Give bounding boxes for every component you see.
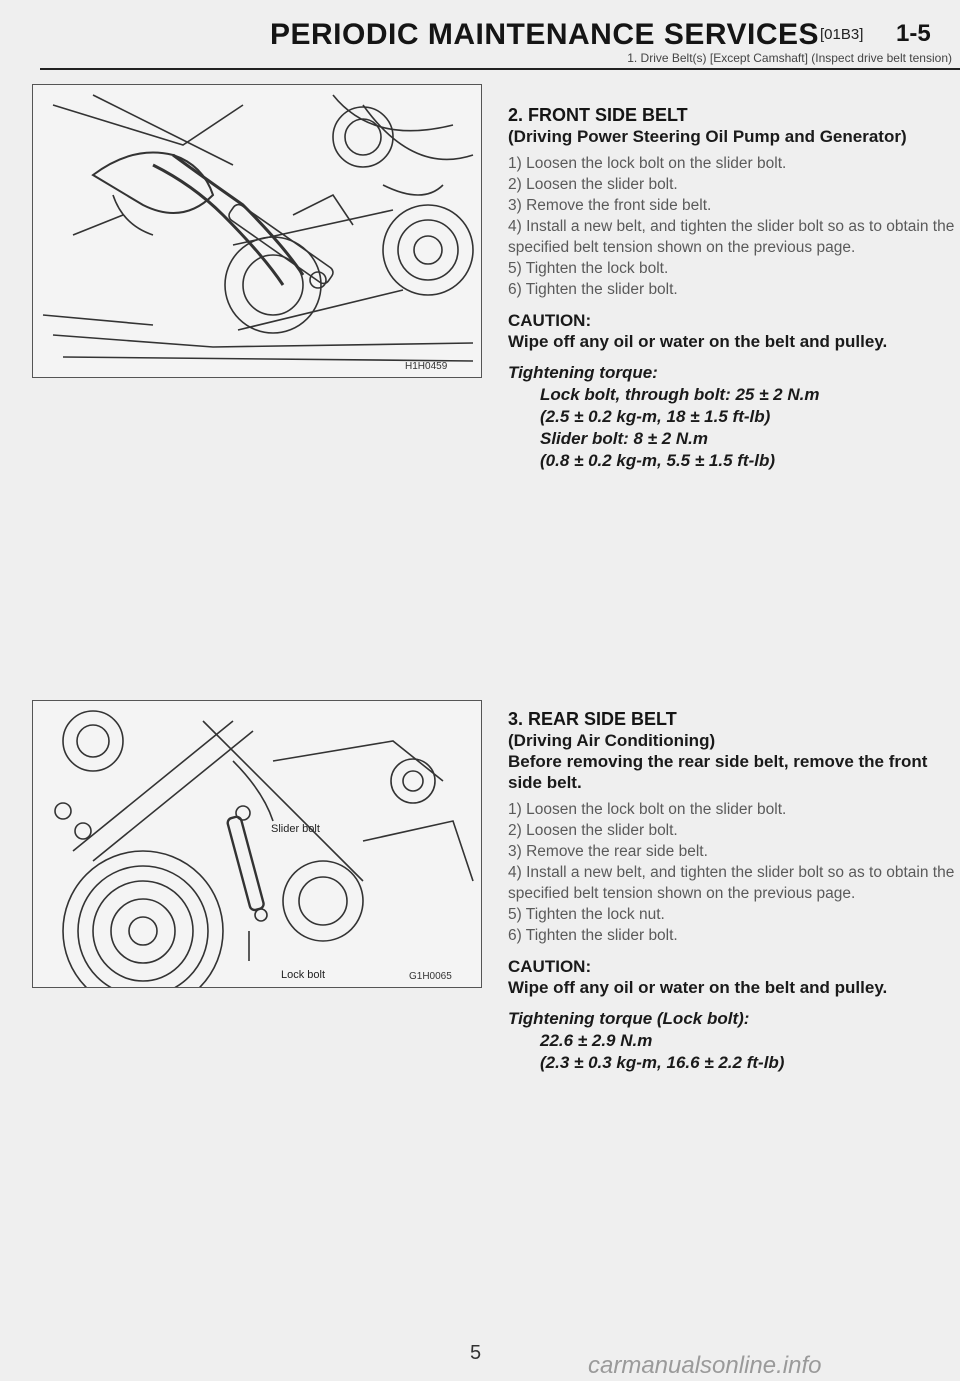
- section-front-side-belt: [508, 104, 956, 472]
- step-item: 6) Tighten the slider bolt.: [508, 927, 678, 944]
- step-item: 4) Install a new belt, and tighten the slider bolt so as to obtain the specified belt tension shown on the previous page.: [508, 218, 955, 256]
- rear-belt-illustration: [33, 701, 481, 987]
- header-rule: [40, 68, 960, 70]
- figure-front-belt: [32, 84, 482, 378]
- step-item: 6) Tighten the slider bolt.: [508, 281, 678, 298]
- section-note: Before removing the rear side belt, remove the front side belt.: [508, 752, 928, 792]
- torque-line: Lock bolt, through bolt: 25 ± 2 N.m: [540, 385, 820, 404]
- section-title: 3. REAR SIDE BELT: [508, 709, 677, 729]
- step-item: 3) Remove the front side belt.: [508, 197, 712, 214]
- torque-line: (2.5 ± 0.2 kg-m, 18 ± 1.5 ft-lb): [540, 407, 771, 426]
- step-item: 3) Remove the rear side belt.: [508, 843, 708, 860]
- step-item: 2) Loosen the slider bolt.: [508, 822, 678, 839]
- caution-text: Wipe off any oil or water on the belt and pulley.: [508, 978, 888, 997]
- page-header: [0, 0, 960, 80]
- section-title: 2. FRONT SIDE BELT: [508, 105, 688, 125]
- torque-line: (0.8 ± 0.2 kg-m, 5.5 ± 1.5 ft-lb): [540, 451, 776, 470]
- label-slider-bolt: Slider bolt: [271, 823, 320, 835]
- torque-line: 22.6 ± 2.9 N.m: [540, 1031, 653, 1050]
- step-item: 2) Loosen the slider bolt.: [508, 176, 678, 193]
- caution-text: Wipe off any oil or water on the belt and pulley.: [508, 332, 888, 351]
- section-rear-side-belt: [508, 708, 956, 1074]
- figure-code: G1H0065: [409, 971, 452, 982]
- section-subtitle: (Driving Air Conditioning): [508, 731, 716, 750]
- label-lock-bolt: Lock bolt: [281, 969, 326, 981]
- step-item: 5) Tighten the lock nut.: [508, 906, 665, 923]
- front-belt-illustration: [33, 85, 481, 377]
- step-item: 1) Loosen the lock bolt on the slider bolt.: [508, 155, 787, 172]
- torque-heading: Tightening torque:: [508, 363, 658, 382]
- step-item: 4) Install a new belt, and tighten the slider bolt so as to obtain the specified belt tension shown on the previous page.: [508, 864, 955, 902]
- step-item: 1) Loosen the lock bolt on the slider bolt.: [508, 801, 787, 818]
- figure-code: H1H0459: [405, 361, 448, 372]
- caution-heading: CAUTION:: [508, 957, 592, 976]
- step-list: [508, 799, 956, 946]
- watermark: carmanualsonline.info: [588, 1352, 822, 1379]
- caution-heading: CAUTION:: [508, 311, 592, 330]
- torque-heading: Tightening torque (Lock bolt):: [508, 1009, 750, 1028]
- section-subtitle: (Driving Power Steering Oil Pump and Generator): [508, 127, 907, 146]
- header-subtitle: 1. Drive Belt(s) [Except Camshaft] (Inspect drive belt tension): [627, 51, 952, 65]
- step-item: 5) Tighten the lock bolt.: [508, 260, 669, 277]
- figure-rear-belt: [32, 700, 482, 988]
- header-title: PERIODIC MAINTENANCE SERVICES: [270, 18, 820, 51]
- header-code: [01B3]: [820, 26, 864, 43]
- torque-line: Slider bolt: 8 ± 2 N.m: [540, 429, 709, 448]
- torque-line: (2.3 ± 0.3 kg-m, 16.6 ± 2.2 ft-lb): [540, 1053, 785, 1072]
- step-list: [508, 153, 956, 300]
- page-number: 5: [470, 1342, 482, 1364]
- header-page-ref: 1-5: [896, 20, 931, 47]
